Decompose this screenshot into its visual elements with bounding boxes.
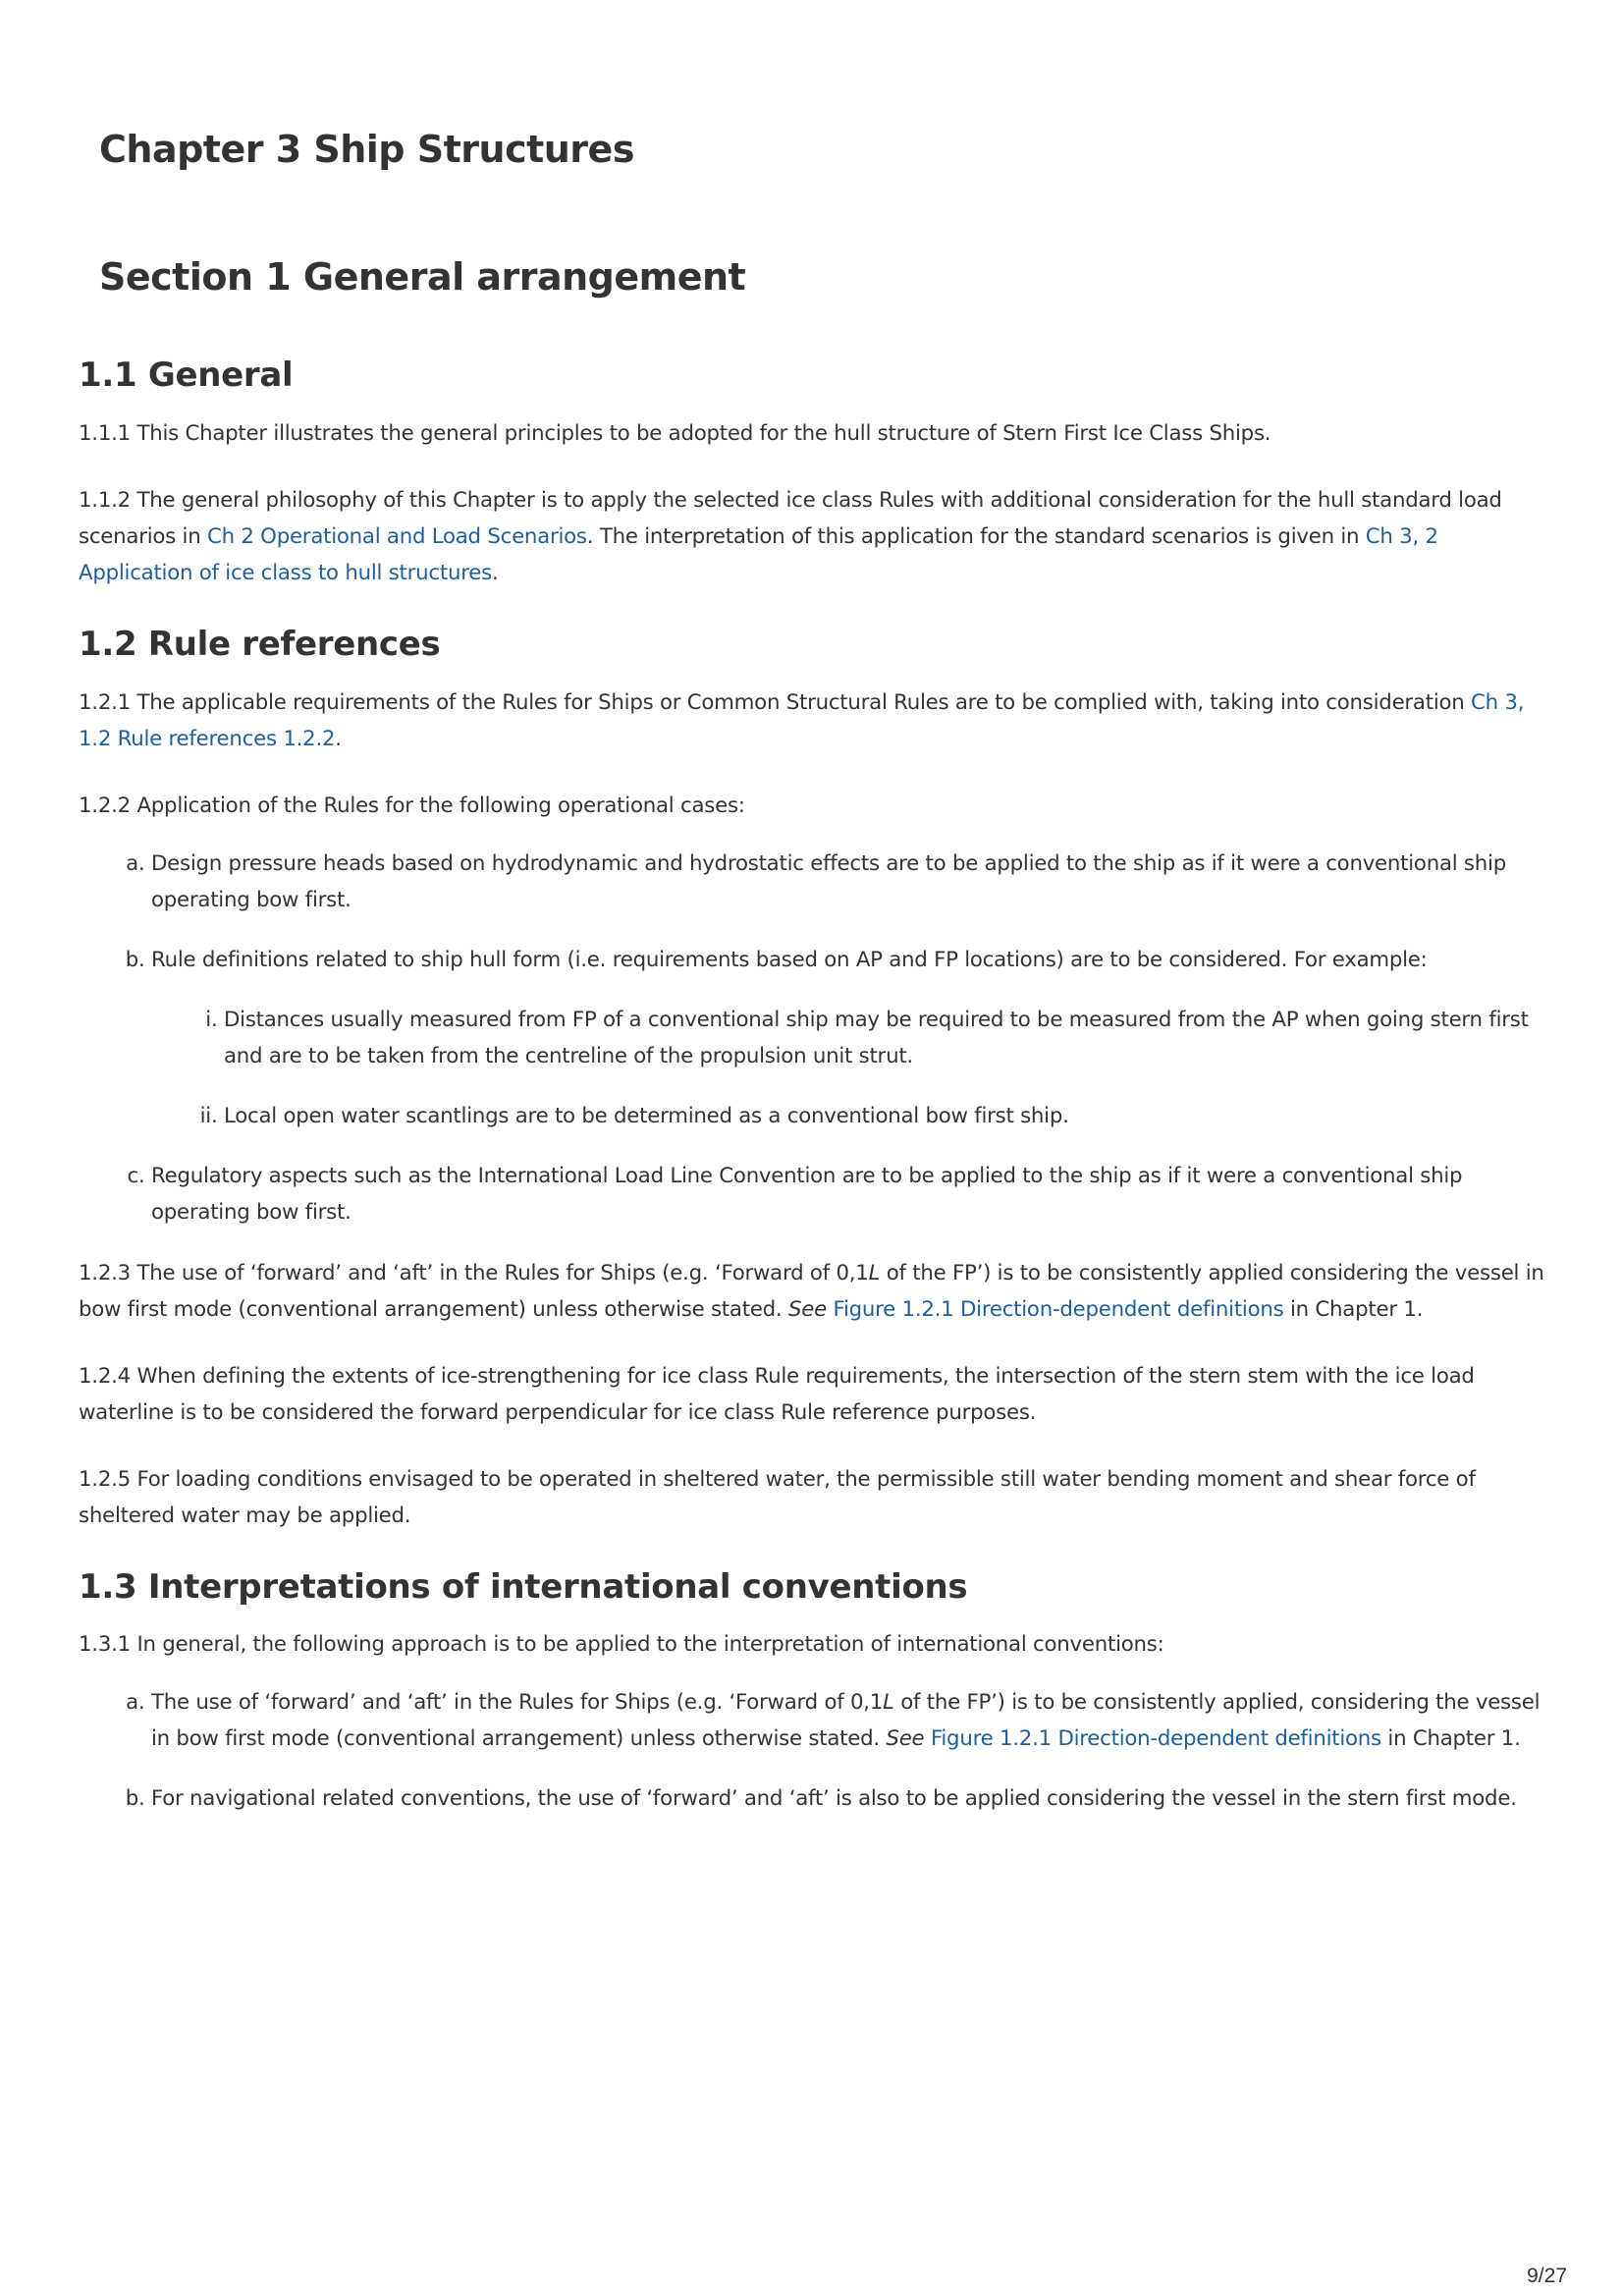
list-item-b: b. For navigational related conventions, the use of ‘forward’ and ‘aft’ is also to be applied considering the vessel in the stern first mode. — [151, 1780, 1551, 1817]
list-item-i: i. Distances usually measured from FP of a conventional ship may be required to be measured from the AP when going stern first and are to be taken from the centreline of the propulsion unit strut. — [224, 1002, 1551, 1074]
list-item-text: of the FP’) is to be consistently applied, considering the vessel in bow first mode (conventional arrangement) unless otherwise stated. — [151, 1690, 1541, 1752]
document-content — [79, 118, 1551, 1841]
list-item-text: Rule definitions related to ship hull form (i.e. requirements based on AP and FP locations) are to be considered. For example: — [151, 947, 1428, 972]
symbol-L: L — [868, 1260, 881, 1285]
heading-1-1-general: 1.1 General — [79, 355, 294, 395]
paragraph-1-2-3 — [79, 1255, 1551, 1328]
symbol-L: L — [883, 1690, 894, 1716]
list-item-text: in Chapter 1. — [1380, 1726, 1521, 1752]
paragraph-text: 1.2.1 The applicable requirements of the Rules for Ships or Common Structural Rules are to be complied with, taking into consideration — [79, 689, 1472, 715]
list-convention-approach — [79, 1684, 1551, 1817]
chapter-title: Chapter 3 Ship Structures — [99, 128, 634, 171]
link-ch3-application-ice-class[interactable]: Ch 3, 2 Application of ice class to hull structures — [79, 523, 1438, 585]
paragraph-1-1-1: 1.1.1 This Chapter illustrates the general principles to be adopted for the hull structure of Stern First Ice Class Ships. — [79, 420, 1271, 446]
list-item-ii: ii. Local open water scantlings are to be determined as a conventional bow first ship. — [224, 1098, 1551, 1134]
paragraph-1-2-1 — [79, 684, 1551, 757]
see-label: See — [787, 1296, 827, 1322]
paragraph-text: . The interpretation of this application for the standard scenarios is given in — [586, 523, 1366, 549]
see-label: See — [886, 1726, 925, 1752]
paragraph-1-2-4: 1.2.4 When defining the extents of ice-strengthening for ice class Rule requirements, the intersection of the stern stem with the ice load waterline is to be considered the forward perpendicular for ice class Rule reference purposes. — [79, 1363, 1475, 1425]
section-title: Section 1 General arrangement — [99, 255, 746, 299]
link-ch2-operational-scenarios[interactable]: Ch 2 Operational and Load Scenarios — [206, 523, 587, 549]
list-item-c: c. Regulatory aspects such as the International Load Line Convention are to be applied to the ship as if it were a conventional ship operating bow first. — [151, 1158, 1551, 1230]
list-item-a: a. Design pressure heads based on hydrodynamic and hydrostatic effects are to be applied to the ship as if it were a conventional ship operating bow first. — [151, 846, 1551, 918]
list-operational-cases — [79, 846, 1551, 1230]
paragraph-1-3-1: 1.3.1 In general, the following approach is to be applied to the interpretation of international conventions: — [79, 1632, 1164, 1658]
paragraph-text: of the FP’) is to be consistently applied considering the vessel in bow first mode (conventional arrangement) unless otherwise stated. — [79, 1260, 1544, 1322]
link-ch3-rule-references[interactable]: Ch 3, 1.2 Rule references 1.2.2 — [79, 689, 1525, 751]
paragraph-text: 1.2.3 The use of ‘forward’ and ‘aft’ in the Rules for Ships (e.g. ‘Forward of 0,1 — [79, 1260, 869, 1285]
paragraph-text: . — [491, 560, 499, 585]
link-figure-1-2-1[interactable]: Figure 1.2.1 Direction-dependent definitions — [930, 1726, 1381, 1752]
link-figure-1-2-1[interactable]: Figure 1.2.1 Direction-dependent definitions — [833, 1296, 1284, 1322]
heading-1-3-interpretations: 1.3 Interpretations of international conventions — [79, 1566, 968, 1607]
list-item-a — [151, 1684, 1551, 1757]
paragraph-1-2-5: 1.2.5 For loading conditions envisaged to be operated in sheltered water, the permissible still water bending moment and shear force of sheltered water may be applied. — [79, 1466, 1476, 1528]
heading-1-2-rule-references: 1.2 Rule references — [79, 624, 441, 664]
paragraph-text: in Chapter 1. — [1283, 1296, 1424, 1322]
paragraph-text: 1.1.2 The general philosophy of this Chapter is to apply the selected ice class Rules with additional consideration for the hull standard load scenarios in — [79, 487, 1502, 549]
paragraph-1-1-2 — [79, 482, 1551, 591]
page-number: 9/27 — [1527, 2265, 1567, 2287]
paragraph-text: . — [335, 726, 342, 751]
list-item-text: The use of ‘forward’ and ‘aft’ in the Rules for Ships (e.g. ‘Forward of 0,1 — [151, 1690, 884, 1716]
list-examples — [151, 1002, 1551, 1134]
list-item-b — [151, 942, 1551, 1134]
paragraph-1-2-2: 1.2.2 Application of the Rules for the following operational cases: — [79, 793, 745, 818]
